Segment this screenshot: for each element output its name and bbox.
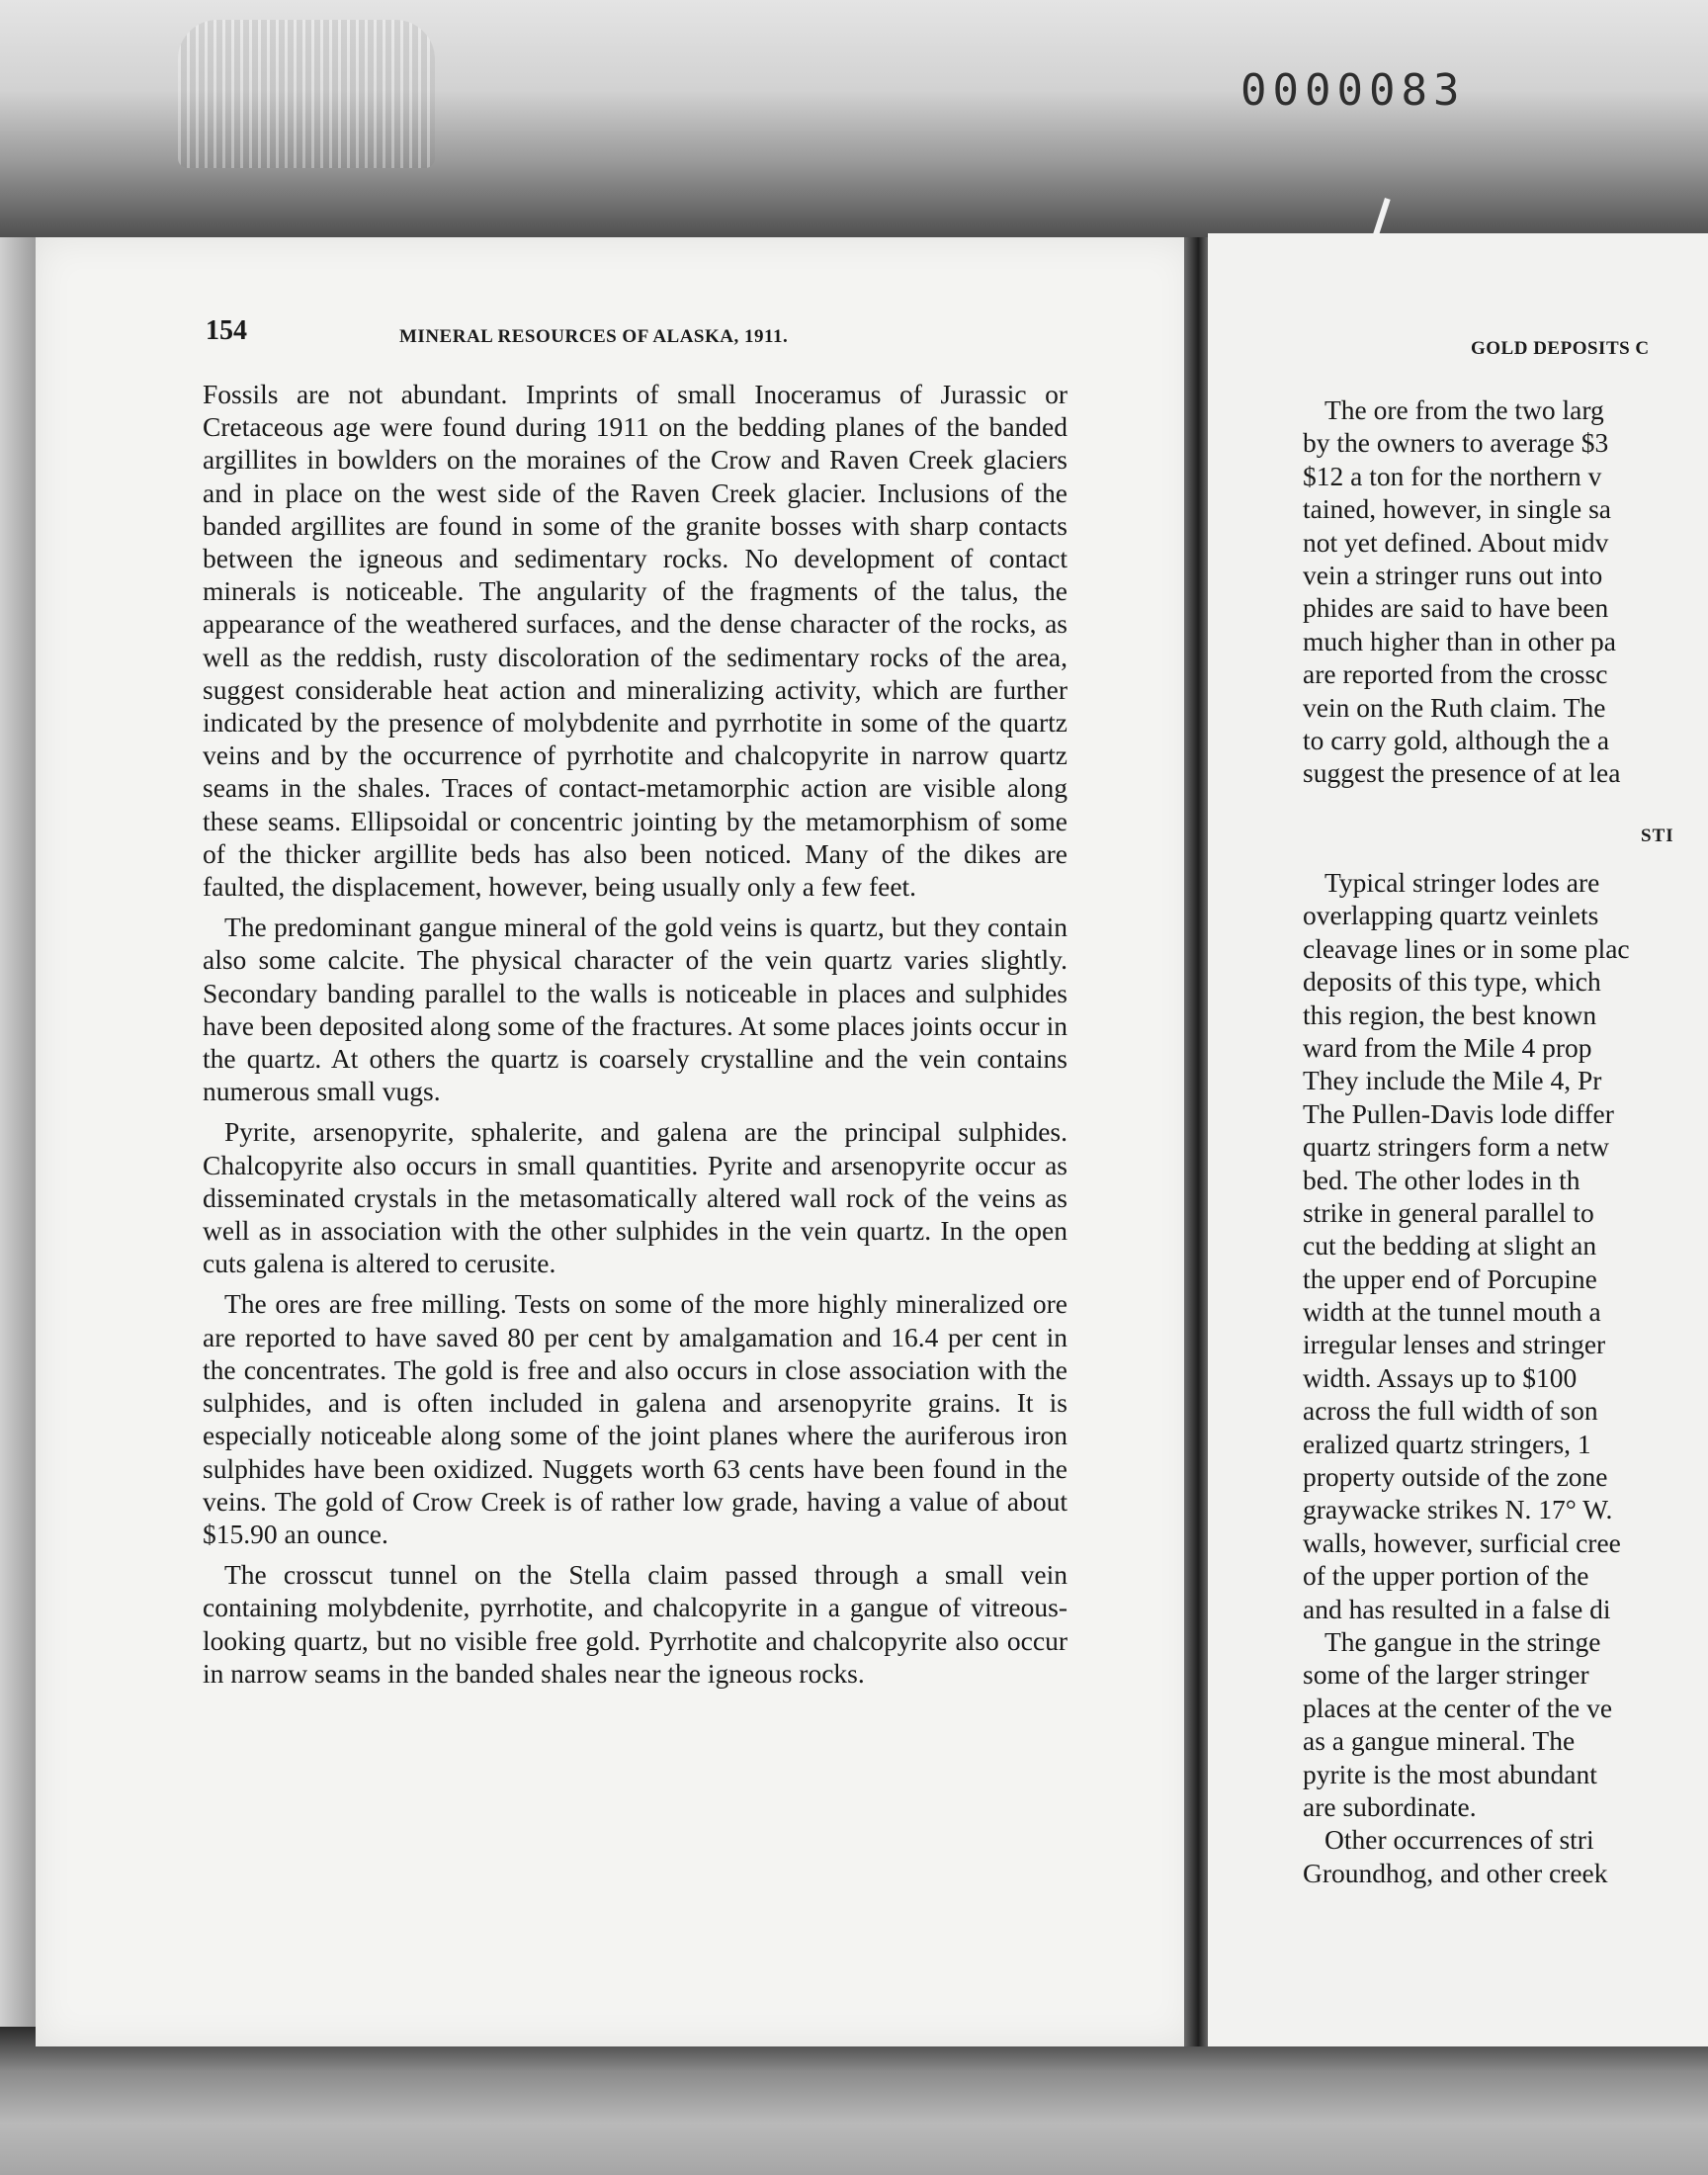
text-line: tained, however, in single sa [1303, 493, 1612, 525]
text-line: quartz stringers form a netw [1303, 1131, 1610, 1163]
text-line: pyrite is the most abundant [1303, 1758, 1597, 1789]
left-page-body [203, 378, 1068, 1697]
text-line: places at the center of the ve [1303, 1692, 1613, 1723]
text-line: The gangue in the stringe [1324, 1625, 1601, 1657]
text-line: vein a stringer runs out into [1303, 559, 1603, 590]
scan-bottom-margin [0, 2027, 1708, 2175]
text-line: by the owners to average $3 [1303, 427, 1609, 459]
paragraph: The crosscut tunnel on the Stella claim passed through a small vein containing molybdenite, pyrrhotite, and chalcopyrite in a gangue of vitreous-looking quartz, but no visible free gold. Pyrrhotite and chalcopyrite also occur in narrow seams in the banded shales near the igneous rocks. [203, 1559, 1068, 1689]
text-line: not yet defined. About midv [1303, 526, 1609, 558]
text-line: Groundhog, and other creek [1303, 1857, 1608, 1888]
text-line: some of the larger stringer [1303, 1659, 1589, 1691]
paragraph: Fossils are not abundant. Imprints of small Inoceramus of Jurassic or Cretaceous age were found during 1911 on the bedding planes of the banded argillites in bowlders on the moraines of the Crow and Raven Creek glaciers and in place on the west side of the Raven Creek glacier. Inclusions of the banded argillites are found in some of the granite bosses with sharp contacts between the igneous and sedimentary rocks. No development of contact minerals is noticeable. The angularity of the fragments of the talus, the appearance of the weathered surfaces, and the dense character of the rocks, as well as the reddish, rusty discoloration of the sedimentary rocks of the area, suggest considerable heat action and mineralizing activity, which are further indicated by the presence of molybdenite and pyrrhotite in some of the quartz veins and by the occurrence of pyrrhotite and chalcopyrite in narrow quartz seams in the shales. Traces of contact-metamorphic action are visible along these seams. Ellipsoidal or concentric jointing by the metamorphism of some of the thicker argillite beds has also been noticed. Many of the dikes are faulted, the displacement, however, being usually only a few feet. [203, 379, 1068, 903]
text-line: irregular lenses and stringer [1303, 1329, 1606, 1360]
text-line: walls, however, surficial cree [1303, 1526, 1621, 1558]
text-line: cleavage lines or in some plac [1303, 932, 1630, 964]
text-line: across the full width of son [1303, 1395, 1598, 1427]
text-line: and has resulted in a false di [1303, 1593, 1611, 1624]
text-line: are subordinate. [1303, 1790, 1477, 1822]
running-head: MINERAL RESOURCES OF ALASKA, 1911. [399, 326, 789, 347]
right-page-body-bottom [1303, 866, 1708, 1889]
paragraph: Pyrite, arsenopyrite, sphalerite, and galena are the principal sulphides. Chalcopyrite also occurs in small quantities. Pyrite and arsenopyrite occur as disseminated crystals in the metasomatically altered wall rock of the veins as well as in association with the other sulphides in the vein quartz. In the open cuts galena is altered to cerusite. [203, 1116, 1068, 1279]
text-line: strike in general parallel to [1303, 1196, 1594, 1228]
text-line: eralized quartz stringers, 1 [1303, 1428, 1591, 1459]
scan-left-edge [0, 237, 38, 2046]
text-line: $12 a ton for the northern v [1303, 460, 1602, 491]
text-line: this region, the best known [1303, 999, 1597, 1030]
text-line: of the upper portion of the [1303, 1560, 1589, 1592]
text-line: overlapping quartz veinlets [1303, 900, 1599, 931]
text-line: Other occurrences of stri [1324, 1824, 1594, 1856]
text-line: The Pullen-Davis lode differ [1303, 1097, 1614, 1129]
stamp-number: 0000083 [1240, 65, 1466, 116]
text-line: graywacke strikes N. 17° W. [1303, 1494, 1613, 1525]
text-line: suggest the presence of at lea [1303, 757, 1621, 789]
paragraph: The ores are free milling. Tests on some of the more highly mineralized ore are reported to have saved 80 per cent by amalgamation and 16.4 per cent in the concentrates. The gold is free and also occurs in close association with the sulphides, and is often included in galena and arsenopyrite grains. It is especially noticeable along some of the joint planes where the auriferous iron sulphides have been oxidized. Nuggets worth 63 cents have been found in the veins. The gold of Crow Creek is of rather low grade, having a value of about $15.90 an ounce. [203, 1288, 1068, 1549]
text-line: are reported from the crossc [1303, 658, 1608, 690]
text-line: phides are said to have been [1303, 592, 1609, 624]
text-line: bed. The other lodes in th [1303, 1164, 1580, 1195]
text-line: The ore from the two larg [1324, 394, 1604, 425]
text-line: Typical stringer lodes are [1324, 867, 1600, 898]
section-subhead: STI [1641, 826, 1674, 846]
text-line: width. Assays up to $100 [1303, 1361, 1578, 1393]
text-line: vein on the Ruth claim. The [1303, 691, 1606, 723]
right-page-body-top [1303, 393, 1708, 790]
text-line: deposits of this type, which [1303, 966, 1601, 998]
page-number: 154 [206, 315, 247, 346]
text-line: as a gangue mineral. The [1303, 1725, 1576, 1757]
text-line: They include the Mile 4, Pr [1303, 1065, 1602, 1096]
scan-artifact [178, 20, 435, 168]
text-line: the upper end of Porcupine [1303, 1262, 1597, 1294]
text-line: ward from the Mile 4 prop [1303, 1031, 1592, 1063]
paragraph: The predominant gangue mineral of the gold veins is quartz, but they contain also some calcite. The physical character of the vein quartz varies slightly. Secondary banding parallel to the walls is noticeable in places and sulphides have been deposited along some of the fractures. At some places joints occur in the quartz. At others the quartz is coarsely crystalline and the vein contains numerous small vugs. [203, 912, 1068, 1107]
text-line: cut the bedding at slight an [1303, 1230, 1597, 1262]
right-running-head: GOLD DEPOSITS C [1471, 338, 1650, 359]
text-line: property outside of the zone [1303, 1461, 1608, 1493]
text-line: much higher than in other pa [1303, 625, 1616, 656]
text-line: width at the tunnel mouth a [1303, 1296, 1601, 1328]
book-gutter [1184, 237, 1210, 2046]
text-line: to carry gold, although the a [1303, 724, 1610, 755]
